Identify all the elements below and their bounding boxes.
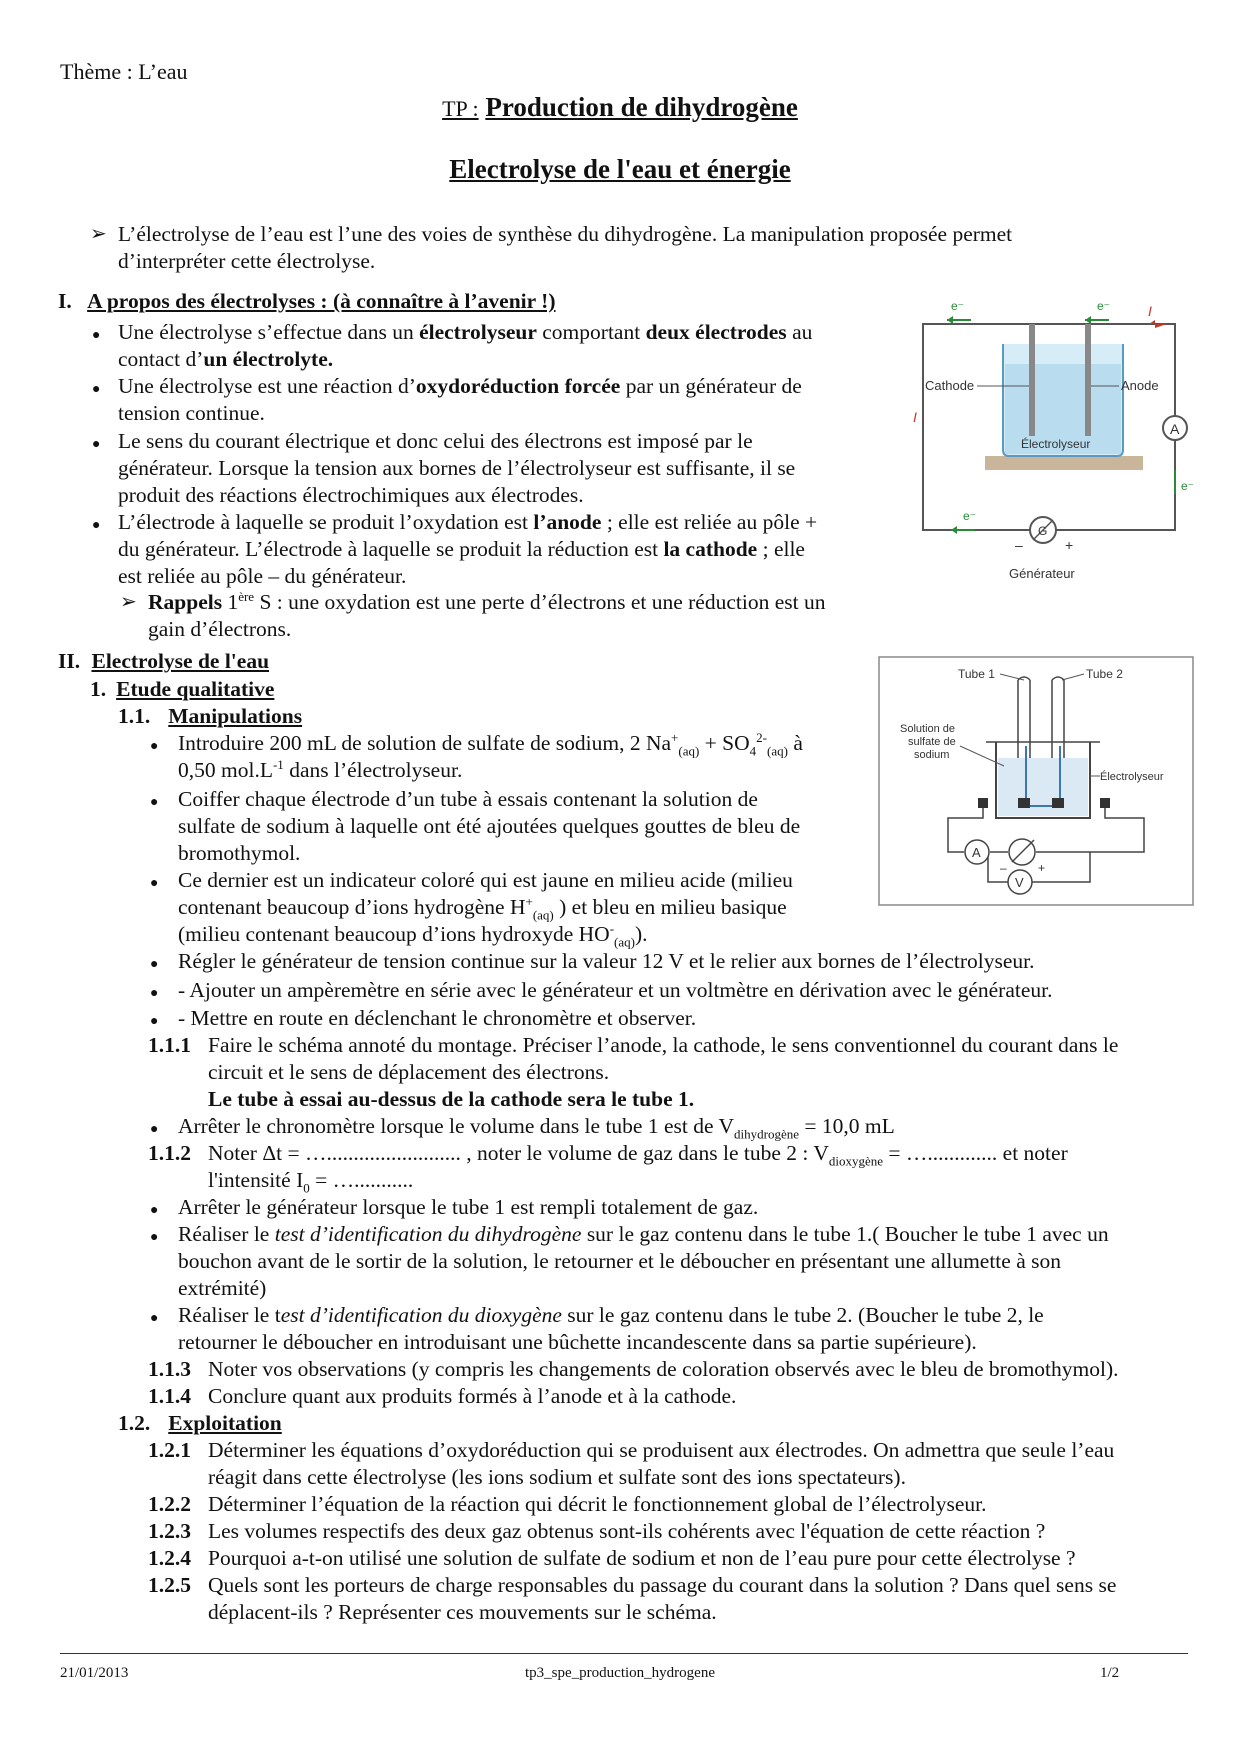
intro-line-2: d’interpréter cette électrolyse. (118, 249, 376, 273)
bullet-icon: ● (150, 739, 159, 754)
s1-bullet-4-line-1: L’électrode à laquelle se produit l’oxydation est l’anode ; elle est reliée au pôle + (118, 510, 818, 534)
footer-divider (60, 1653, 1188, 1654)
m6-line: - Mettre en route en déclenchant le chronomètre et observer. (178, 1006, 697, 1030)
voltmeter-label: V (1015, 875, 1024, 890)
footer-filename: tp3_spe_production_hydrogene (525, 1665, 715, 1681)
footer-page: 1/2 (1100, 1665, 1120, 1681)
q122-text: Déterminer l’équation de la réaction qui décrit le fonctionnement global de l’électrolyseur. (208, 1492, 987, 1516)
section-1-num: I. (58, 289, 72, 313)
svg-text:e⁻: e⁻ (1181, 479, 1195, 493)
bullet-icon: ● (92, 382, 101, 397)
q111-line-2: circuit et le sens de déplacement des électrons. (208, 1060, 610, 1084)
bullet-icon: ● (150, 795, 159, 810)
tube-1-label: Tube 1 (958, 667, 995, 681)
m5-line: - Ajouter un ampèremètre en série avec le générateur et un voltmètre en dérivation avec le générateur. (178, 978, 1053, 1002)
s1-bullet-4-line-3: est reliée au pôle – du générateur. (118, 564, 407, 588)
s1-bullet-2-line-1: Une électrolyse est une réaction d’oxydoréduction forcée par un générateur de (118, 374, 802, 398)
q125-line-2: déplacent-ils ? Représenter ces mouvements sur le schéma. (208, 1600, 717, 1624)
m10-line-2: retourner le déboucher en introduisant une bûchette incandescente dans sa partie supérieure). (178, 1330, 977, 1354)
title-text: Production de dihydrogène (485, 92, 798, 122)
theme-label: Thème : L’eau (60, 59, 188, 84)
q111-num: 1.1.1 (148, 1033, 191, 1057)
bullet-icon: ● (150, 957, 159, 972)
solution (998, 758, 1088, 816)
s1-bullet-1-line-2: contact d’un électrolyte. (118, 347, 334, 371)
cathode-electrode (1029, 324, 1035, 436)
q123-text: Les volumes respectifs des deux gaz obtenus sont-ils cohérents avec l'équation de cette réaction ? (208, 1519, 1046, 1543)
ammeter-label: A (972, 845, 981, 860)
q121-line-2: réagit dans cette électrolyse (les ions sodium et sulfate sont des ions spectateurs). (208, 1465, 906, 1489)
bench (985, 456, 1143, 470)
anode-electrode (1085, 324, 1091, 436)
svg-text:e⁻: e⁻ (951, 299, 965, 313)
electrolyseur-label: Électrolyseur (1100, 771, 1164, 783)
m3-line-3: (milieu contenant beaucoup d’ions hydroxyde $HO^-_{(aq)}$). (178, 920, 648, 950)
section-1-title: A propos des électrolyses : (à connaître à l’avenir !) (87, 289, 556, 313)
section-2-heading (58, 648, 269, 675)
intro-line-1: L’électrolyse de l’eau est l’une des voies de synthèse du dihydrogène. La manipulation proposée permet (118, 222, 1013, 246)
s1-bullet-3-line-3: produit des réactions électrochimiques aux électrodes. (118, 483, 584, 507)
solution-label-2: sulfate de (908, 736, 956, 748)
generator-label: G (1038, 524, 1048, 538)
svg-text:–: – (1015, 537, 1023, 553)
arrow-bullet-icon: ➢ (120, 591, 137, 613)
bullet-icon: ● (150, 1230, 159, 1245)
bullet-icon: ● (92, 328, 101, 343)
rappel-line-1: Rappels 1ère S : une oxydation est une perte d’électrons et une réduction est un (148, 588, 826, 614)
q124-num: 1.2.4 (148, 1546, 191, 1570)
footer-date: 21/01/2013 (60, 1665, 129, 1681)
q114-num: 1.1.4 (148, 1384, 191, 1408)
bullet-icon: ● (92, 518, 101, 533)
m3-line-1: Ce dernier est un indicateur coloré qui est jaune en milieu acide (milieu (178, 868, 793, 892)
m2-line-1: Coiffer chaque électrode d’un tube à essais contenant la solution de (178, 787, 758, 811)
q122-num: 1.2.2 (148, 1492, 191, 1516)
page-subtitle: Electrolyse de l'eau et énergie (449, 154, 791, 184)
anode-label: Anode (1121, 378, 1159, 393)
m2-line-2: sulfate de sodium à laquelle ont été ajoutées quelques gouttes de bleu de (178, 814, 801, 838)
current-arrow-icon (1149, 320, 1167, 328)
m4-line: Régler le générateur de tension continue sur la valeur 12 V et le relier aux bornes de l’électrolyseur. (178, 949, 1035, 973)
svg-text:e⁻: e⁻ (963, 509, 977, 523)
s1-bullet-4-line-2: du générateur. L’électrode à laquelle se produit la réduction est la cathode ; elle (118, 537, 805, 561)
svg-text:I: I (913, 409, 917, 425)
section-1-heading (58, 288, 556, 315)
q125-num: 1.2.5 (148, 1573, 191, 1597)
tube-2-label: Tube 2 (1086, 667, 1123, 681)
section-2-num: II. (58, 649, 81, 673)
svg-text:–: – (1000, 861, 1007, 875)
subsection-1-2-heading: 1.2. Exploitation (118, 1411, 282, 1435)
electrolysis-diagram-2 (878, 656, 1194, 906)
m2-line-3: bromothymol. (178, 841, 301, 865)
bullet-icon: ● (150, 1014, 159, 1029)
m3-line-2: contenant beaucoup d’ions hydrogène $H^+_{(aq)}$ ) et bleu en milieu basique (178, 893, 787, 923)
q113-text: Noter vos observations (y compris les changements de coloration observés avec le bleu de bromothymol). (208, 1357, 1119, 1381)
svg-text:+: + (1038, 861, 1046, 875)
generateur-label: Générateur (1009, 566, 1075, 581)
bullet-icon: ● (150, 1122, 159, 1137)
bullet-icon: ● (150, 986, 159, 1001)
cathode-label: Cathode (925, 378, 975, 393)
solution-label-3: sodium (914, 749, 950, 761)
m8-line: Arrêter le générateur lorsque le tube 1 est rempli totalement de gaz. (178, 1195, 759, 1219)
electrolyseur-label: Électrolyseur (1021, 437, 1091, 451)
ammeter-label: A (1170, 421, 1180, 437)
m7-line: Arrêter le chronomètre lorsque le volume dans le tube 1 est de $V_{dihydrogène} = 10,0$ mL (178, 1114, 895, 1142)
page-title (0, 90, 1240, 126)
s1-bullet-3-line-1: Le sens du courant électrique et donc celui des électrons est imposé par le (118, 429, 753, 453)
svg-text:+: + (1065, 537, 1074, 553)
bullet-icon: ● (150, 1203, 159, 1218)
subsection-1-heading: 1. Etude qualitative (90, 677, 275, 701)
rappel-line-2: gain d’électrons. (148, 617, 292, 641)
bullet-icon: ● (92, 437, 101, 452)
q112-line-1: Noter Δt = …......................... , noter le volume de gaz dans le tube 2 : $V_{dioxygène}$ = …............. et noter (208, 1141, 1068, 1169)
q111-line-1: Faire le schéma annoté du montage. Préciser l’anode, la cathode, le sens conventionnel du courant dans le (208, 1033, 1119, 1057)
tp-prefix: TP : (442, 96, 479, 121)
s1-bullet-3-line-2: générateur. Lorsque la tension aux bornes de l’électrolyseur est suffisante, il se (118, 456, 796, 480)
m1-line-2: 0,50 $mol.L^{-1}$ dans l’électrolyseur. (178, 756, 463, 782)
q124-text: Pourquoi a-t-on utilisé une solution de sulfate de sodium et non de l’eau pure pour cette électrolyse ? (208, 1546, 1076, 1570)
m10-line-1: Réaliser le test d’identification du dioxygène sur le gaz contenu dans le tube 2. (Boucher le tube 2, le (178, 1303, 1044, 1327)
q112-num: 1.1.2 (148, 1141, 191, 1165)
bullet-icon: ● (150, 876, 159, 891)
q111-line-3: Le tube à essai au-dessus de la cathode sera le tube 1. (208, 1087, 695, 1111)
electrolysis-diagram-1 (905, 294, 1197, 590)
solution-label-1: Solution de (900, 723, 956, 735)
s1-bullet-1-line-1: Une électrolyse s’effectue dans un électrolyseur comportant deux électrodes au (118, 320, 813, 344)
m9-line-1: Réaliser le test d’identification du dihydrogène sur le gaz contenu dans le tube 1.( Boucher le tube 1 avec un (178, 1222, 1109, 1246)
arrow-bullet-icon: ➢ (90, 223, 107, 245)
section-2-title: Electrolyse de l'eau (91, 649, 270, 673)
q113-num: 1.1.3 (148, 1357, 191, 1381)
q114-text: Conclure quant aux produits formés à l’anode et à la cathode. (208, 1384, 737, 1408)
m1-line-1: Introduire 200 mL de solution de sulfate de sodium, 2 $Na^+_{(aq)} + SO_4^{2-}_{(aq)}$ à (178, 729, 803, 759)
m9-line-3: extrémité) (178, 1276, 267, 1300)
m9-line-2: bouchon avant de le sortir de la solution, le retourner et le déboucher en présentant une allumette à son (178, 1249, 1061, 1273)
subsection-1-1-heading: 1.1. Manipulations (118, 704, 303, 728)
s1-bullet-2-line-2: tension continue. (118, 401, 265, 425)
bullet-icon: ● (150, 1311, 159, 1326)
q123-num: 1.2.3 (148, 1519, 191, 1543)
q121-line-1: Déterminer les équations d’oxydoréduction qui se produisent aux électrodes. On admettra que seule l’eau (208, 1438, 1115, 1462)
svg-text:I: I (1148, 303, 1152, 319)
q112-line-2: l'intensité $I_0$ = …........... (208, 1168, 414, 1196)
svg-text:e⁻: e⁻ (1097, 299, 1111, 313)
q125-line-1: Quels sont les porteurs de charge responsables du passage du courant dans la solution ? Dans quel sens se (208, 1573, 1117, 1597)
q121-num: 1.2.1 (148, 1438, 191, 1462)
